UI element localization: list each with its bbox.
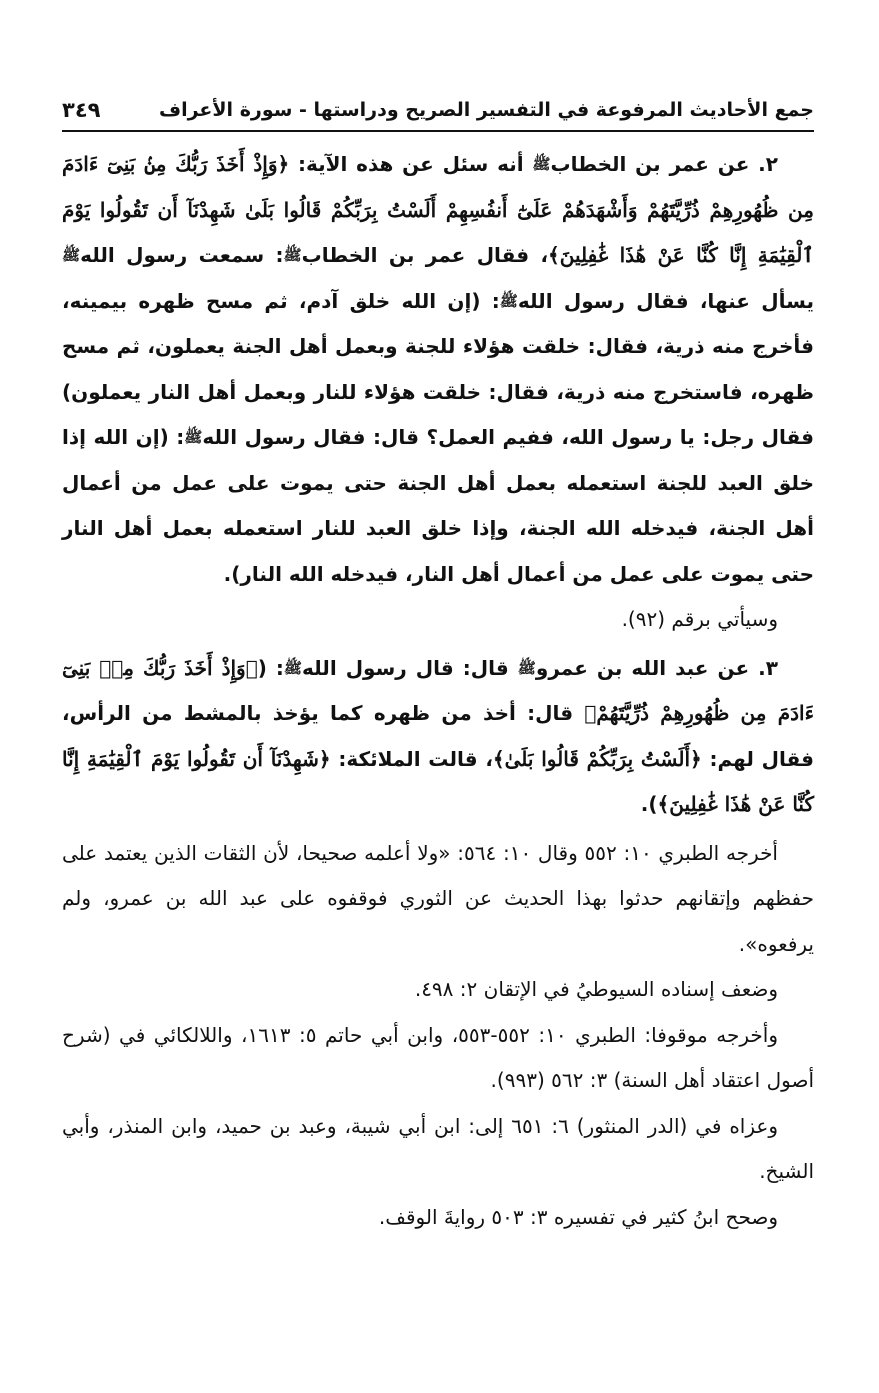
hadith-3-text-d: قال: أخذ من ظهره كما يؤخذ بالمشط من الرأس، فقال لهم: (62, 701, 814, 771)
quran-verse: ﴿وَإِذْ أَخَذَ رَبُّكَ مِنۢ بَنِىٓ ءَادَمَ مِن ظُهُورِهِمْ ذُرِّيَّتَهُمْ﴾ (62, 655, 815, 725)
page-number: ٣٤٩ (62, 98, 101, 122)
hadith-2-text-e: يسأل عنها، فقال رسول الله (517, 288, 814, 313)
honorific-mark: ﷺ (283, 658, 303, 677)
takhrij-note-5: وصحح ابنُ كثير في تفسيره ٣: ٥٠٣ روايةَ الوقف. (378, 1204, 778, 1229)
takhrij-note-4: وعزاه في (الدر المنثور) ٦: ٦٥١ إلى: ابن أبي شيبة، وعبد بن حميد، وابن المنذر، وأبي الشيخ. (62, 1113, 814, 1183)
hadith-3-text-a: ٣. عن عبد الله بن عمرو (535, 655, 779, 680)
hadith-2-text-f: : (إن الله خلق آدم، ثم مسح ظهره بيمينه، فأخرج منه ذرية، فقال: خلقت هؤلاء للجنة وبعمل أهل الجنة يعملون، ثم مسح ظهره، فاستخرج منه ذرية، فقال: خلقت هؤلاء للنار وبعمل أهل النار يعملون) فقال رجل: يا رسول الله، ففيم العمل؟ قال: فقال رسول الله (62, 288, 814, 449)
quran-verse: ﴿شَهِدْنَآ أَن تَقُولُوا يَوْمَ ٱلْقِيَٰمَةِ إِنَّا كُنَّا عَنْ هَٰذَا غَٰفِلِينَ﴾ (62, 746, 814, 816)
honorific-mark: ﷺ (499, 291, 518, 310)
honorific-mark: ﷺ (184, 428, 203, 446)
takhrij-note-3: وأخرجه موقوفا: الطبري ١٠: ٥٥٢-٥٥٣، وابن أبي حاتم ٥: ١٦١٣، واللالكائي في (شرح أصول اعتقاد أهل السنة) ٣: ٥٦٢ (٩٩٣). (62, 1022, 814, 1092)
hadith-2-text-a: ٢. عن عمر بن الخطاب (550, 152, 779, 176)
hadith-3-text-c: : ( (257, 655, 284, 680)
honorific-mark: ﷺ (517, 658, 536, 677)
hadith-3-text-e: ، قالت الملائكة: (330, 746, 493, 771)
quran-verse: ﴿أَلَسْتُ بِرَبِّكُمْ قَالُوا بَلَىٰ﴾ (492, 746, 702, 771)
hadith-paragraph-2 (62, 142, 814, 597)
hadith-2-text-b: أنه سئل عن هذه الآية: (289, 152, 533, 176)
takhrij-note-1: أخرجه الطبري ١٠: ٥٥٢ وقال ١٠: ٥٦٤: «ولا أعلمه صحيحا، لأن الثقات الذين يعتمد على حفظهم وإتقانهم حدثوا بهذا الحديث عن الثوري فوقفوه على عبد الله بن عمرو، ولم يرفعوه». (62, 840, 814, 956)
honorific-mark: ﷺ (62, 246, 81, 264)
hadith-2-text-d: : سمعت رسول الله (80, 243, 284, 267)
running-header (62, 92, 814, 128)
hadith-2-text-c: ، فقال عمر بن الخطاب (301, 243, 549, 267)
hadith-3-text-b: قال: قال رسول الله (302, 655, 518, 680)
honorific-mark: ﷺ (283, 246, 302, 264)
quran-verse: ﴿وَإِذْ أَخَذَ رَبُّكَ مِنۢ بَنِىٓ ءَادَمَ مِن ظُهُورِهِمْ ذُرِّيَّتَهُمْ وَأَشْهَدَهُمْ عَلَىٰٓ أَنفُسِهِمْ أَلَسْتُ بِرَبِّكُمْ قَالُوا بَلَىٰ شَهِدْنَآ أَن تَقُولُوا يَوْمَ ٱلْقِيَٰمَةِ إِنَّا كُنَّا عَنْ هَٰذَا غَٰفِلِينَ﴾ (62, 152, 815, 267)
hadith-2-text-g: : (إن الله إذا خلق العبد للجنة استعمله بعمل أهل الجنة حتى يموت على عمل من أعمال أهل الجنة، فيدخله الله الجنة، وإذا خلق العبد للنار استعمله بعمل أهل النار حتى يموت على عمل من أعمال أهل النار، فيدخله الله النار). (62, 425, 814, 586)
honorific-mark: ﷺ (532, 155, 551, 173)
hadith-3-text-f: ). (640, 792, 658, 816)
hadith-2-cross-reference: وسيأتي برقم (٩٢). (621, 607, 778, 631)
header-title: جمع الأحاديث المرفوعة في التفسير الصريح ودراستها - سورة الأعراف (159, 99, 814, 121)
page-body (62, 142, 814, 1240)
hadith-paragraph-3 (62, 646, 814, 828)
header-rule (62, 130, 814, 132)
takhrij-note-2: وضعف إسناده السيوطيُ في الإتقان ٢: ٤٩٨. (414, 977, 778, 1001)
